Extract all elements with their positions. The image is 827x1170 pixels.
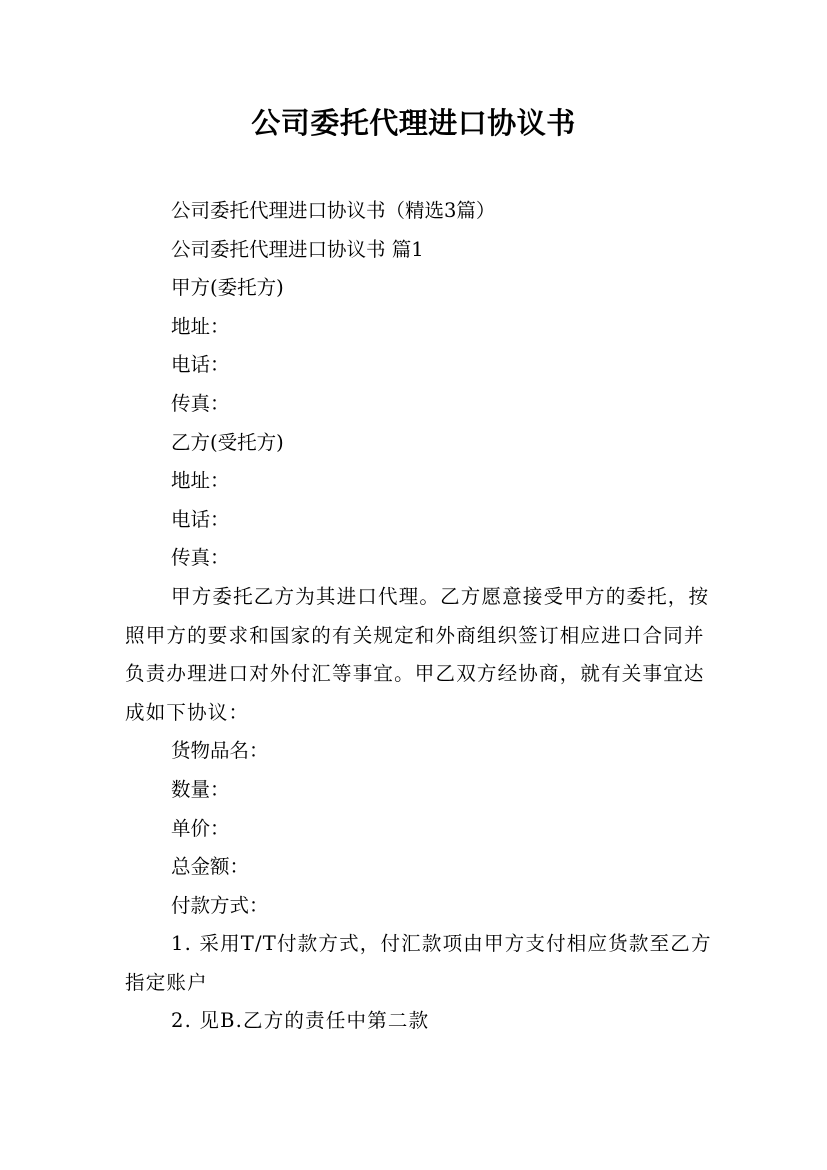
document-title: 公司委托代理进口协议书 xyxy=(251,106,576,140)
party-b-phone-field: 电话： xyxy=(171,507,230,531)
payment-item-2: 2. 见B.乙方的责任中第二款 xyxy=(171,1009,430,1033)
quantity-field: 数量： xyxy=(171,777,230,801)
party-a-phone-field: 电话： xyxy=(171,353,230,377)
party-a-address-field: 地址： xyxy=(171,314,230,338)
party-a-fax-field: 传真： xyxy=(171,391,230,415)
payment-item-1: 1. 采用T/T付款方式，付汇款项由甲方支付相应货款至乙方指定账户 xyxy=(125,932,712,994)
goods-name-field: 货物品名： xyxy=(171,739,269,763)
document-subtitle: 公司委托代理进口协议书（精选3篇） xyxy=(171,199,496,222)
part-heading: 公司委托代理进口协议书 篇1 xyxy=(171,237,424,261)
party-b-fax-field: 传真： xyxy=(171,546,230,570)
party-b-address-field: 地址： xyxy=(171,469,230,493)
unit-price-field: 单价： xyxy=(171,816,230,840)
intro-paragraph: 甲方委托乙方为其进口代理。乙方愿意接受甲方的委托，按照甲方的要求和国家的有关规定和外商组织签订相应进口合同并负责办理进口对外付汇等事宜。甲乙双方经协商，就有关事宜达成如下协议： xyxy=(125,584,710,724)
total-amount-field: 总金额： xyxy=(171,855,250,879)
party-b-label: 乙方(受托方) xyxy=(171,430,284,454)
payment-method-field: 付款方式： xyxy=(171,893,269,917)
party-a-label: 甲方(委托方) xyxy=(171,276,284,300)
document-body xyxy=(125,192,715,1041)
